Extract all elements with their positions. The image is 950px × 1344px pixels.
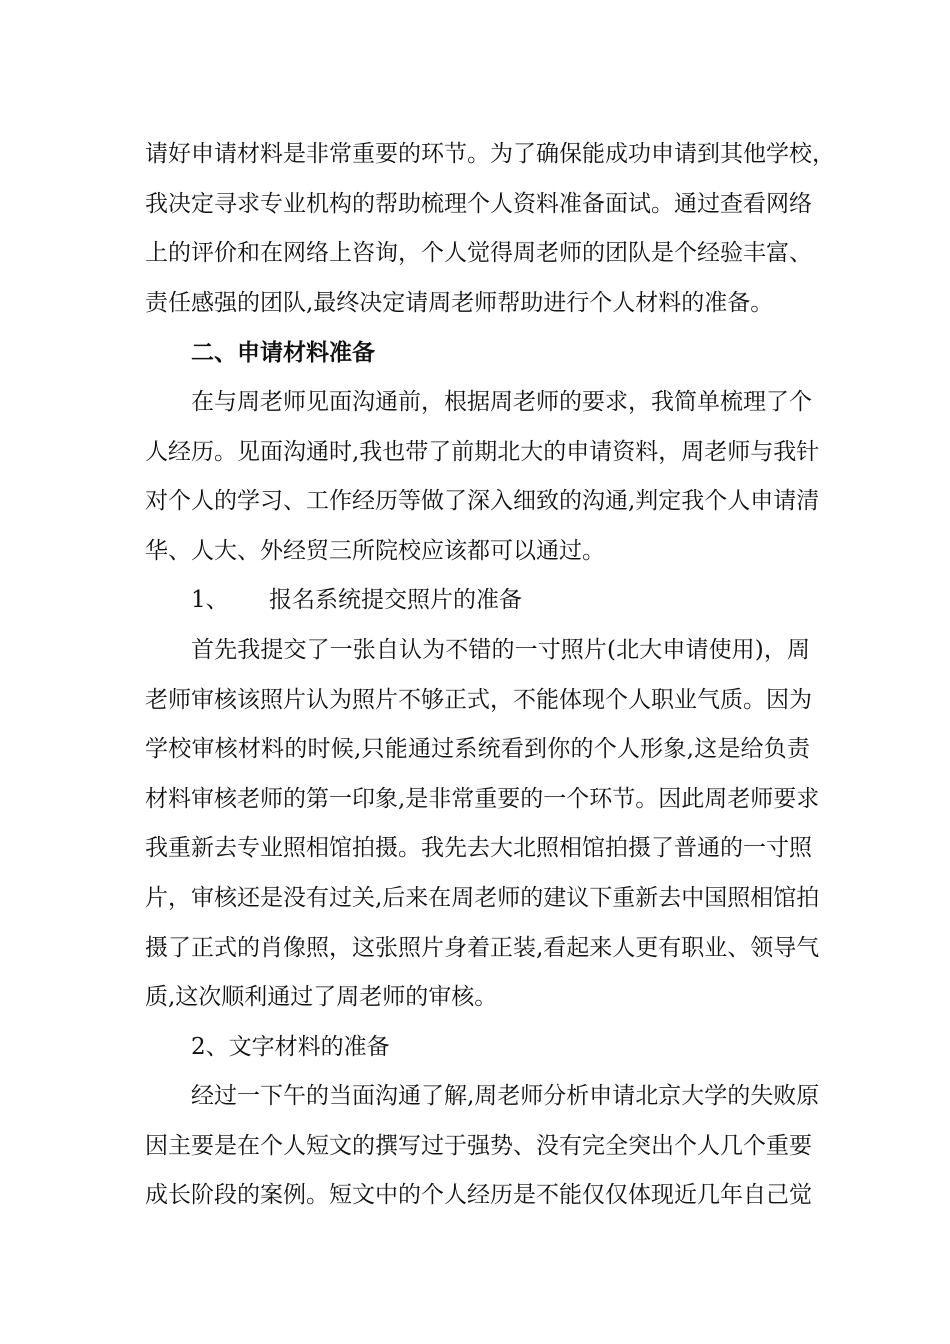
paragraph-line: 人经历。见面沟通时,我也带了前期北大的申请资料，周老师与我针 xyxy=(145,438,820,465)
paragraph-line: 摄了正式的肖像照，这张照片身着正装,看起来人更有职业、领导气 xyxy=(145,934,820,961)
paragraph-line: 片，审核还是没有过关,后来在周老师的建议下重新去中国照相馆拍 xyxy=(145,884,820,911)
paragraph-line: 我决定寻求专业机构的帮助梳理个人资料准备面试。通过查看网络 xyxy=(145,190,812,217)
paragraph-line: 质,这次顺利通过了周老师的审核。 xyxy=(145,984,498,1011)
paragraph-line: 华、人大、外经贸三所院校应该都可以通过。 xyxy=(145,537,605,564)
paragraph-line: 上的评价和在网络上咨询，个人觉得周老师的团队是个经验丰富、 xyxy=(145,240,812,267)
subheading-text: 报名系统提交照片的准备 xyxy=(269,587,522,614)
paragraph-line: 学校审核材料的时候,只能通过系统看到你的个人形象,这是给负责 xyxy=(145,736,810,763)
paragraph-line: 对个人的学习、工作经历等做了深入细致的沟通,判定我个人申请清 xyxy=(145,488,820,515)
paragraph-line: 首先我提交了一张自认为不错的一寸照片(北大申请使用)，周 xyxy=(191,636,810,663)
subheading-text-materials: 2、文字材料的准备 xyxy=(191,1033,390,1060)
paragraph-line: 因主要是在个人短文的撰写过于强势、没有完全突出个人几个重要 xyxy=(145,1132,812,1159)
paragraph-line: 在与周老师见面沟通前，根据周老师的要求，我简单梳理了个 xyxy=(191,388,812,415)
paragraph-line: 成长阶段的案例。短文中的个人经历是不能仅仅体现近几年自己觉 xyxy=(145,1182,812,1209)
subheading-photo xyxy=(145,576,810,626)
paragraph-line: 老师审核该照片认为照片不够正式，不能体现个人职业气质。因为 xyxy=(145,686,812,713)
paragraph-line: 经过一下午的当面沟通了解,周老师分析申请北京大学的失败原 xyxy=(191,1083,820,1110)
subheading-number: 1、 xyxy=(191,587,229,614)
paragraph-line: 请好申请材料是非常重要的环节。为了确保能成功申请到其他学校， xyxy=(145,141,835,167)
paragraph-line: 我重新去专业照相馆拍摄。我先去大北照相馆拍摄了普通的一寸照 xyxy=(145,835,812,862)
section-heading: 二、申请材料准备 xyxy=(191,339,375,367)
document-body xyxy=(145,130,835,1221)
paragraph-line: 材料审核老师的第一印象,是非常重要的一个环节。因此周老师要求 xyxy=(145,785,820,812)
paragraph-line: 责任感强的团队,最终决定请周老师帮助进行个人材料的准备。 xyxy=(145,289,774,316)
